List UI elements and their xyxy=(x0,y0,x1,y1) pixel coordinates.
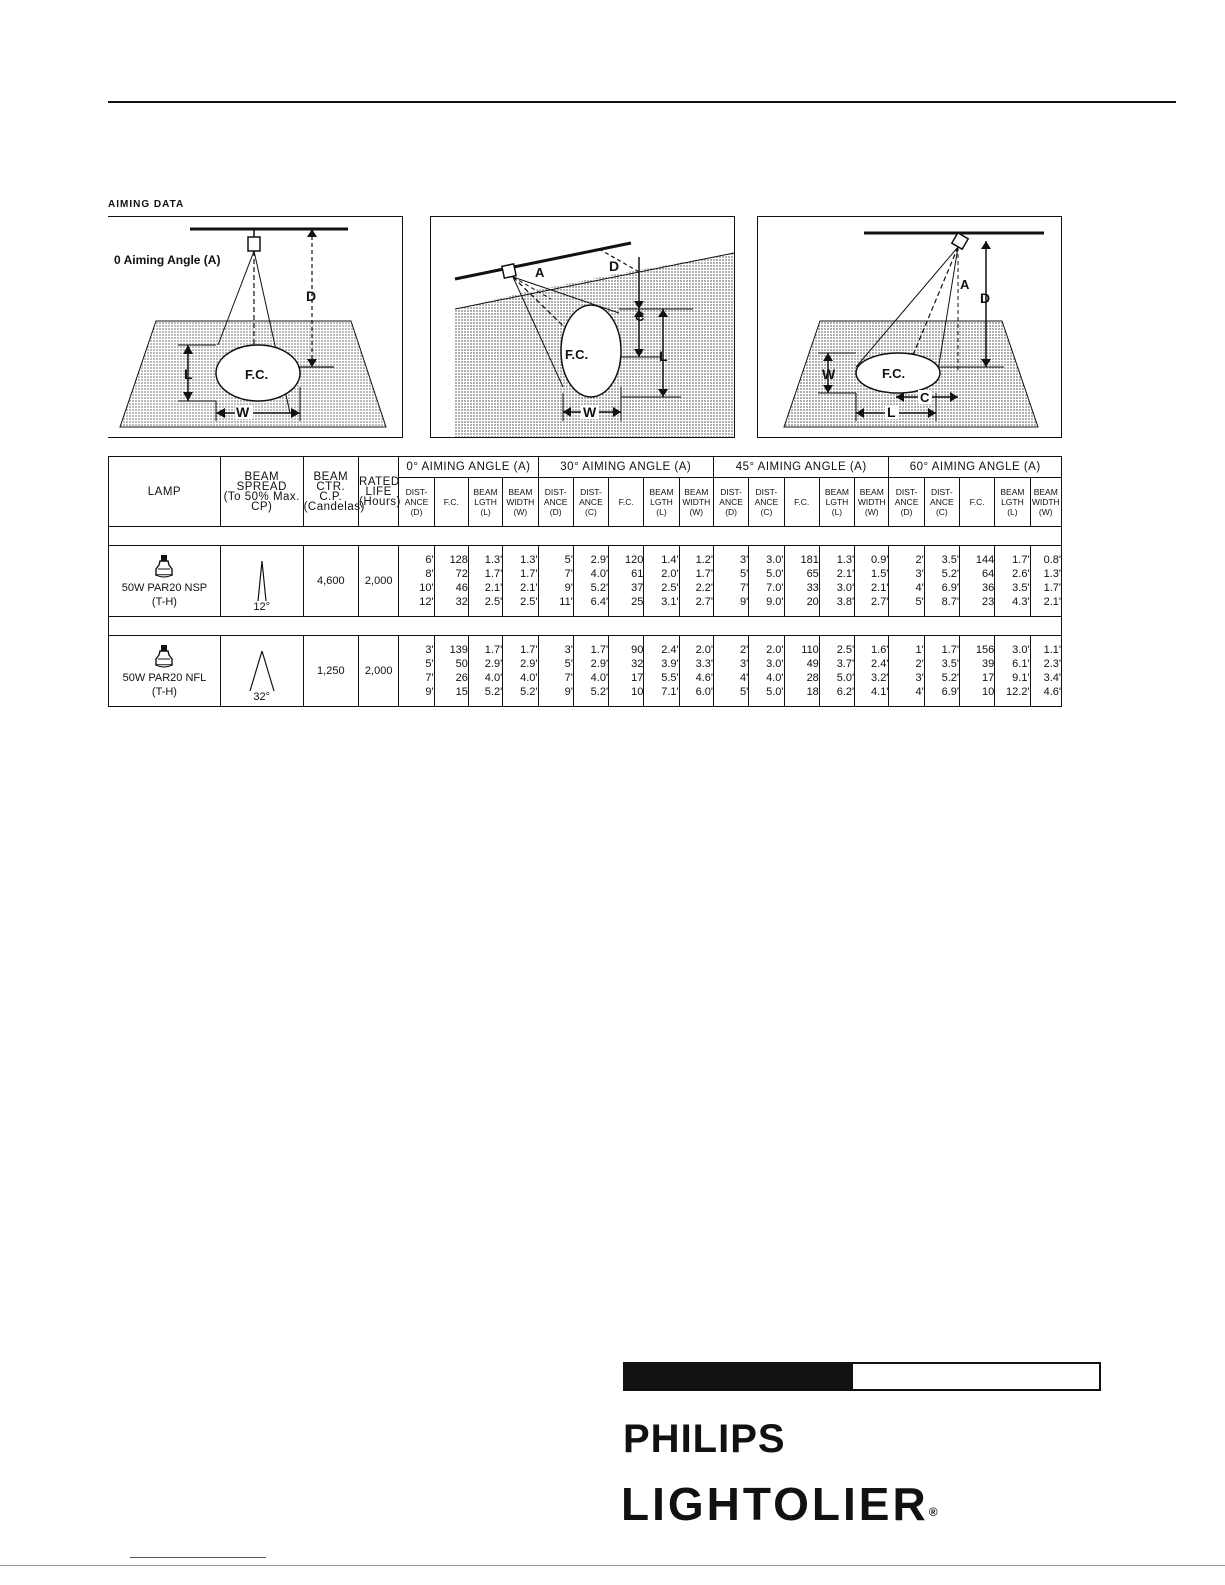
subheader-cell: F.C. xyxy=(434,478,468,527)
angle-45-w-cell: 1.6' 2.4' 3.2' 4.1' xyxy=(855,636,889,707)
diagram-60-label-fc: F.C. xyxy=(882,366,906,381)
angle-60-d-cell: 2' 3' 4' 5' xyxy=(889,546,924,617)
subheader-cell: BEAM WIDTH (W) xyxy=(679,478,713,527)
rated-life-cell: 2,000 xyxy=(359,636,399,707)
subheader-cell: BEAM LGTH (L) xyxy=(468,478,502,527)
angle-45-l-cell: 2.5' 3.7' 5.0' 6.2' xyxy=(819,636,854,707)
angle-30-c-cell: 1.7' 2.9' 4.0' 5.2' xyxy=(573,636,608,707)
angle-60-l-cell: 3.0' 6.1' 9.1' 12.2' xyxy=(995,636,1030,707)
subheader-cell: BEAM WIDTH (W) xyxy=(855,478,889,527)
subheader-cell: DIST- ANCE (C) xyxy=(573,478,608,527)
header-lamp: LAMP xyxy=(109,457,221,527)
brand-lightolier: LIGHTOLIER® xyxy=(621,1478,938,1530)
diagram-60-label-l: L xyxy=(887,404,896,420)
subheader-cell: BEAM LGTH (L) xyxy=(819,478,854,527)
subheader-cell: DIST- ANCE (D) xyxy=(538,478,573,527)
subheader-cell: F.C. xyxy=(609,478,644,527)
angle-30-fc-cell: 120 61 37 25 xyxy=(609,546,644,617)
beam-spread-cell xyxy=(220,636,303,707)
top-rule xyxy=(108,101,1176,103)
subheader-cell: BEAM WIDTH (W) xyxy=(503,478,538,527)
subheader-cell: DIST- ANCE (D) xyxy=(399,478,434,527)
angle-0-w-cell: 1.3' 1.7' 2.1' 2.5' xyxy=(503,546,538,617)
header-angle-60: 60° AIMING ANGLE (A) xyxy=(889,457,1062,478)
angle-30-w-cell: 2.0' 3.3' 4.6' 6.0' xyxy=(679,636,713,707)
diagram-0-label-d: D xyxy=(306,288,317,304)
header-beam-ctr-cp: BEAM CTR. C.P. (Candelas) xyxy=(303,457,358,527)
beam-cone-icon xyxy=(242,557,282,605)
diagram-60-degree xyxy=(757,216,1062,438)
diagram-60-label-c: C xyxy=(920,390,930,405)
subheader-cell: DIST- ANCE (C) xyxy=(924,478,959,527)
diagram-0-degree xyxy=(108,216,403,438)
angle-30-w-cell: 1.2' 1.7' 2.2' 2.7' xyxy=(679,546,713,617)
angle-45-c-cell: 3.0' 5.0' 7.0' 9.0' xyxy=(749,546,784,617)
legend-bar-fill xyxy=(625,1364,853,1389)
angle-0-l-cell: 1.3' 1.7' 2.1' 2.5' xyxy=(468,546,502,617)
diagram-0-label-w: W xyxy=(236,404,250,420)
angle-45-d-cell: 3' 5' 7' 9' xyxy=(713,546,748,617)
header-angle-45: 45° AIMING ANGLE (A) xyxy=(713,457,888,478)
angle-45-fc-cell: 110 49 28 18 xyxy=(784,636,819,707)
beam-spread-cell xyxy=(220,546,303,617)
photometric-table xyxy=(108,456,1062,707)
header-rated-life: RATED LIFE (Hours) xyxy=(359,457,399,527)
angle-30-c-cell: 2.9' 4.0' 5.2' 6.4' xyxy=(573,546,608,617)
angle-0-fc-cell: 128 72 46 32 xyxy=(434,546,468,617)
header-angle-0: 0° AIMING ANGLE (A) xyxy=(399,457,538,478)
lamp-row xyxy=(109,546,1062,617)
diagram-0-caption: 0 Aiming Angle (A) xyxy=(114,253,221,267)
diagram-0-label-l: L xyxy=(184,366,193,382)
diagram-30-label-l: L xyxy=(659,348,668,364)
diagram-30-label-w: W xyxy=(583,404,597,420)
diagram-60-label-a: A xyxy=(960,277,970,292)
subheader-cell: DIST- ANCE (D) xyxy=(889,478,924,527)
angle-45-fc-cell: 181 65 33 20 xyxy=(784,546,819,617)
subheader-cell: F.C. xyxy=(784,478,819,527)
angle-0-fc-cell: 139 50 26 15 xyxy=(434,636,468,707)
lamp-cell xyxy=(109,546,221,617)
angle-45-l-cell: 1.3' 2.1' 3.0' 3.8' xyxy=(819,546,854,617)
lamp-row xyxy=(109,636,1062,707)
header-angle-30: 30° AIMING ANGLE (A) xyxy=(538,457,713,478)
header-beam-spread: BEAM SPREAD (To 50% Max. CP) xyxy=(220,457,303,527)
lamp-type: (T-H) xyxy=(151,686,177,698)
angle-45-c-cell: 2.0' 3.0' 4.0' 5.0' xyxy=(749,636,784,707)
angle-60-d-cell: 1' 2' 3' 4' xyxy=(889,636,924,707)
angle-45-w-cell: 0.9' 1.5' 2.1' 2.7' xyxy=(855,546,889,617)
angle-0-d-cell: 6' 8' 10' 12' xyxy=(399,546,434,617)
angle-60-w-cell: 1.1' 2.3' 3.4' 4.6' xyxy=(1030,636,1061,707)
angle-0-w-cell: 1.7' 2.9' 4.0' 5.2' xyxy=(503,636,538,707)
row-separator xyxy=(109,617,1062,636)
angle-60-c-cell: 1.7' 3.5' 5.2' 6.9' xyxy=(924,636,959,707)
lamp-icon xyxy=(154,555,174,581)
bottom-rule xyxy=(0,1565,1225,1566)
angle-30-d-cell: 5' 7' 9' 11' xyxy=(538,546,573,617)
diagram-30-label-d: D xyxy=(609,258,620,274)
angle-0-l-cell: 1.7' 2.9' 4.0' 5.2' xyxy=(468,636,502,707)
angle-30-l-cell: 2.4' 3.9' 5.5' 7.1' xyxy=(644,636,679,707)
subheader-cell: BEAM LGTH (L) xyxy=(644,478,679,527)
subheader-cell: BEAM WIDTH (W) xyxy=(1030,478,1061,527)
diagram-30-label-a: A xyxy=(535,265,545,280)
diagram-60-label-d: D xyxy=(980,290,991,306)
angle-30-fc-cell: 90 32 17 10 xyxy=(609,636,644,707)
lamp-type: (T-H) xyxy=(151,596,177,608)
subheader-cell: DIST- ANCE (C) xyxy=(749,478,784,527)
legend-bar xyxy=(623,1362,1101,1391)
beam-ctr-cp-cell: 4,600 xyxy=(303,546,358,617)
angle-60-fc-cell: 144 64 36 23 xyxy=(959,546,994,617)
subheader-cell: DIST- ANCE (D) xyxy=(713,478,748,527)
angle-60-c-cell: 3.5' 5.2' 6.9' 8.7' xyxy=(924,546,959,617)
angle-45-d-cell: 2' 3' 4' 5' xyxy=(713,636,748,707)
beam-spread-value: 12° xyxy=(253,601,271,613)
diagram-30-degree xyxy=(430,216,735,438)
beam-spread-value: 32° xyxy=(253,691,271,703)
diagram-0-label-fc: F.C. xyxy=(245,367,269,382)
beam-cone-icon xyxy=(242,647,282,695)
angle-30-l-cell: 1.4' 2.0' 2.5' 3.1' xyxy=(644,546,679,617)
brand-philips: PHILIPS xyxy=(623,1417,786,1461)
angle-60-fc-cell: 156 39 17 10 xyxy=(959,636,994,707)
diagram-60-label-w: W xyxy=(822,366,836,382)
angle-0-d-cell: 3' 5' 7' 9' xyxy=(399,636,434,707)
beam-ctr-cp-cell: 1,250 xyxy=(303,636,358,707)
lamp-name: 50W PAR20 NSP xyxy=(121,582,208,594)
angle-60-l-cell: 1.7' 2.6' 3.5' 4.3' xyxy=(995,546,1030,617)
subheader-cell: F.C. xyxy=(959,478,994,527)
footer-link-underline[interactable] xyxy=(130,1557,266,1558)
subheader-cell: BEAM LGTH (L) xyxy=(995,478,1030,527)
rated-life-cell: 2,000 xyxy=(359,546,399,617)
row-separator xyxy=(109,527,1062,546)
diagram-30-label-c: C xyxy=(635,309,645,324)
diagram-30-label-fc: F.C. xyxy=(565,347,589,362)
lamp-icon xyxy=(154,645,174,671)
lamp-cell xyxy=(109,636,221,707)
cropped-section-heading: AIMING DATA xyxy=(108,199,185,210)
registered-mark: ® xyxy=(928,1505,938,1519)
lamp-name: 50W PAR20 NFL xyxy=(122,672,207,684)
angle-30-d-cell: 3' 5' 7' 9' xyxy=(538,636,573,707)
angle-60-w-cell: 0.8' 1.3' 1.7' 2.1' xyxy=(1030,546,1061,617)
